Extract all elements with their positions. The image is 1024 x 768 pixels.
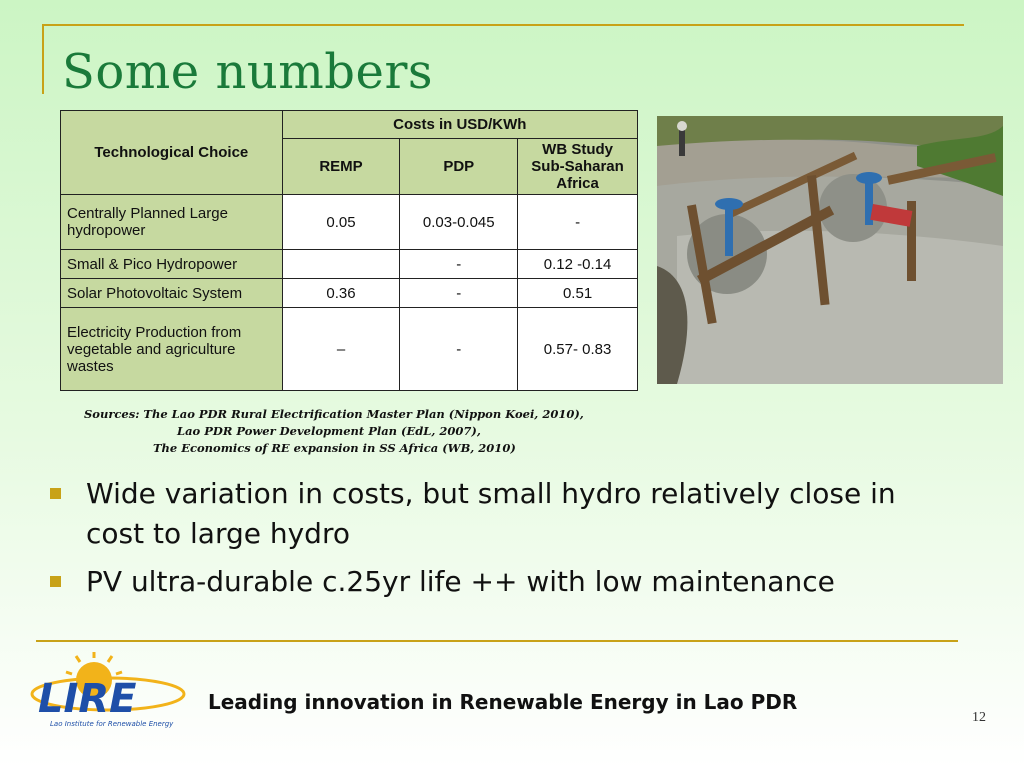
footer-tagline: Leading innovation in Renewable Energy in Lao PDR [208,690,798,714]
source-line: Sources: The Lao PDR Rural Electrification Master Plan (Nippon Koei, 2010), [84,407,584,421]
cost-table [60,110,638,391]
table-row [61,279,638,308]
sources-note [60,406,600,457]
square-bullet-icon [50,488,61,499]
row-label: Small & Pico Hydropower [61,250,283,279]
square-bullet-icon [50,576,61,587]
cell-remp: 0.05 [282,195,400,250]
list-item [46,474,946,554]
slide-title: Some numbers [62,44,434,100]
cell-remp: – [282,308,400,391]
side-rule [42,24,44,94]
cell-pdp: - [400,279,518,308]
header-costs-group: Costs in USD/KWh [282,111,637,139]
row-label: Solar Photovoltaic System [61,279,283,308]
bullet-text: Wide variation in costs, but small hydro relatively close in cost to large hydro [86,477,896,550]
list-item [46,562,946,602]
cell-wb: 0.57- 0.83 [518,308,638,391]
source-line: Lao PDR Power Development Plan (EdL, 2007), [177,424,481,438]
cell-wb: - [518,195,638,250]
cell-pdp: - [400,308,518,391]
bullet-list [46,474,946,610]
cell-pdp: 0.03-0.045 [400,195,518,250]
top-rule [42,24,964,26]
cell-pdp: - [400,250,518,279]
cell-remp: 0.36 [282,279,400,308]
page-number: 12 [972,710,986,725]
pico-hydro-photo [657,116,1003,384]
logo-subtext: Lao Institute for Renewable Energy [50,720,174,728]
header-wb-study: WB Study Sub-Saharan Africa [518,139,638,195]
bottom-rule [36,640,958,642]
cell-remp [282,250,400,279]
row-label: Electricity Production from vegetable and agriculture wastes [61,308,283,391]
header-remp: REMP [282,139,400,195]
lire-logo [28,652,188,732]
logo-wordmark: LIRE [38,676,137,722]
table-row [61,250,638,279]
table-row [61,308,638,391]
source-line: The Economics of RE expansion in SS Africa (WB, 2010) [153,441,516,455]
row-label: Centrally Planned Large hydropower [61,195,283,250]
cell-wb: 0.12 -0.14 [518,250,638,279]
header-pdp: PDP [400,139,518,195]
header-technological-choice: Technological Choice [61,111,283,195]
cell-wb: 0.51 [518,279,638,308]
bullet-text: PV ultra-durable c.25yr life ++ with low maintenance [86,565,835,598]
table-row [61,195,638,250]
